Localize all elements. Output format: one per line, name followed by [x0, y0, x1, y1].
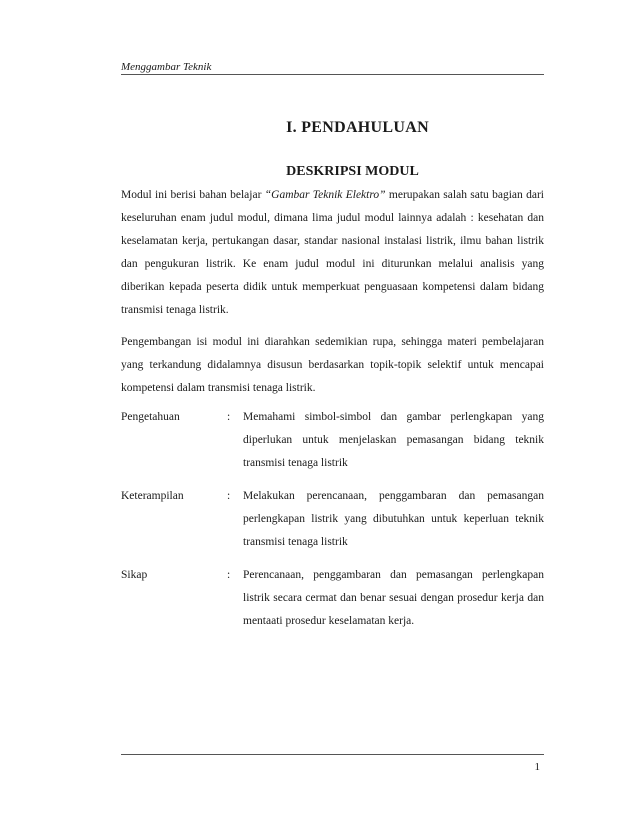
competency-term: Keterampilan — [121, 490, 184, 502]
competency-colon: : — [227, 411, 231, 423]
competency-row-knowledge — [121, 406, 544, 475]
page-header — [121, 57, 544, 75]
development-paragraph: Pengembangan isi modul ini diarahkan sedemikian rupa, sehingga materi pembelajaran yang terkandung didalamnya disusun berdasarkan topik-topik selektif untuk mencapai kompetensi dalam transmisi tenaga listrik. — [121, 336, 544, 394]
header-title: Menggambar Teknik — [121, 61, 212, 73]
competency-term: Pengetahuan — [121, 411, 180, 423]
competency-row-skill — [121, 485, 544, 554]
intro-text-end: merupakan salah satu bagian dari keseluruhan enam judul modul, dimana lima judul modul lainnya adalah : kesehatan dan keselamatan kerja, pertukangan dasar, standar nasional instalasi listrik, ilmu bahan listrik dan pengukuran listrik. Ke enam judul modul ini diturunkan melalui analisis yang diberikan kepada peserta didik untuk memperkuat penguasaan kompetensi dalam bidang transmisi tenaga listrik. — [121, 189, 544, 316]
competency-list — [121, 406, 544, 633]
intro-paragraph — [121, 184, 544, 322]
competency-colon: : — [227, 569, 231, 581]
intro-text-start: Modul ini berisi bahan belajar — [121, 189, 265, 201]
competency-colon: : — [227, 490, 231, 502]
section-title: DESKRIPSI MODUL — [286, 164, 419, 179]
competency-term: Sikap — [121, 569, 148, 581]
competency-description: Perencanaan, penggambaran dan pemasangan perlengkapan listrik secara cermat dan benar sesuai dengan prosedur kerja dan mentaati prosedur keselamatan kerja. — [243, 569, 544, 627]
page-content — [121, 100, 544, 643]
module-title-italic: “Gambar Teknik Elektro” — [264, 189, 386, 201]
competency-description: Melakukan perencanaan, penggambaran dan pemasangan perlengkapan listrik yang dibutuhkan untuk keperluan teknik transmisi tenaga listrik — [243, 490, 544, 548]
competency-row-attitude — [121, 564, 544, 633]
chapter-title: I. PENDAHULUAN — [286, 119, 429, 136]
competency-description: Memahami simbol-simbol dan gambar perlengkapan yang diperlukan untuk menjelaskan pemasangan bidang teknik transmisi tenaga listrik — [243, 411, 544, 469]
page-number: 1 — [534, 761, 540, 773]
page-footer — [121, 754, 544, 785]
